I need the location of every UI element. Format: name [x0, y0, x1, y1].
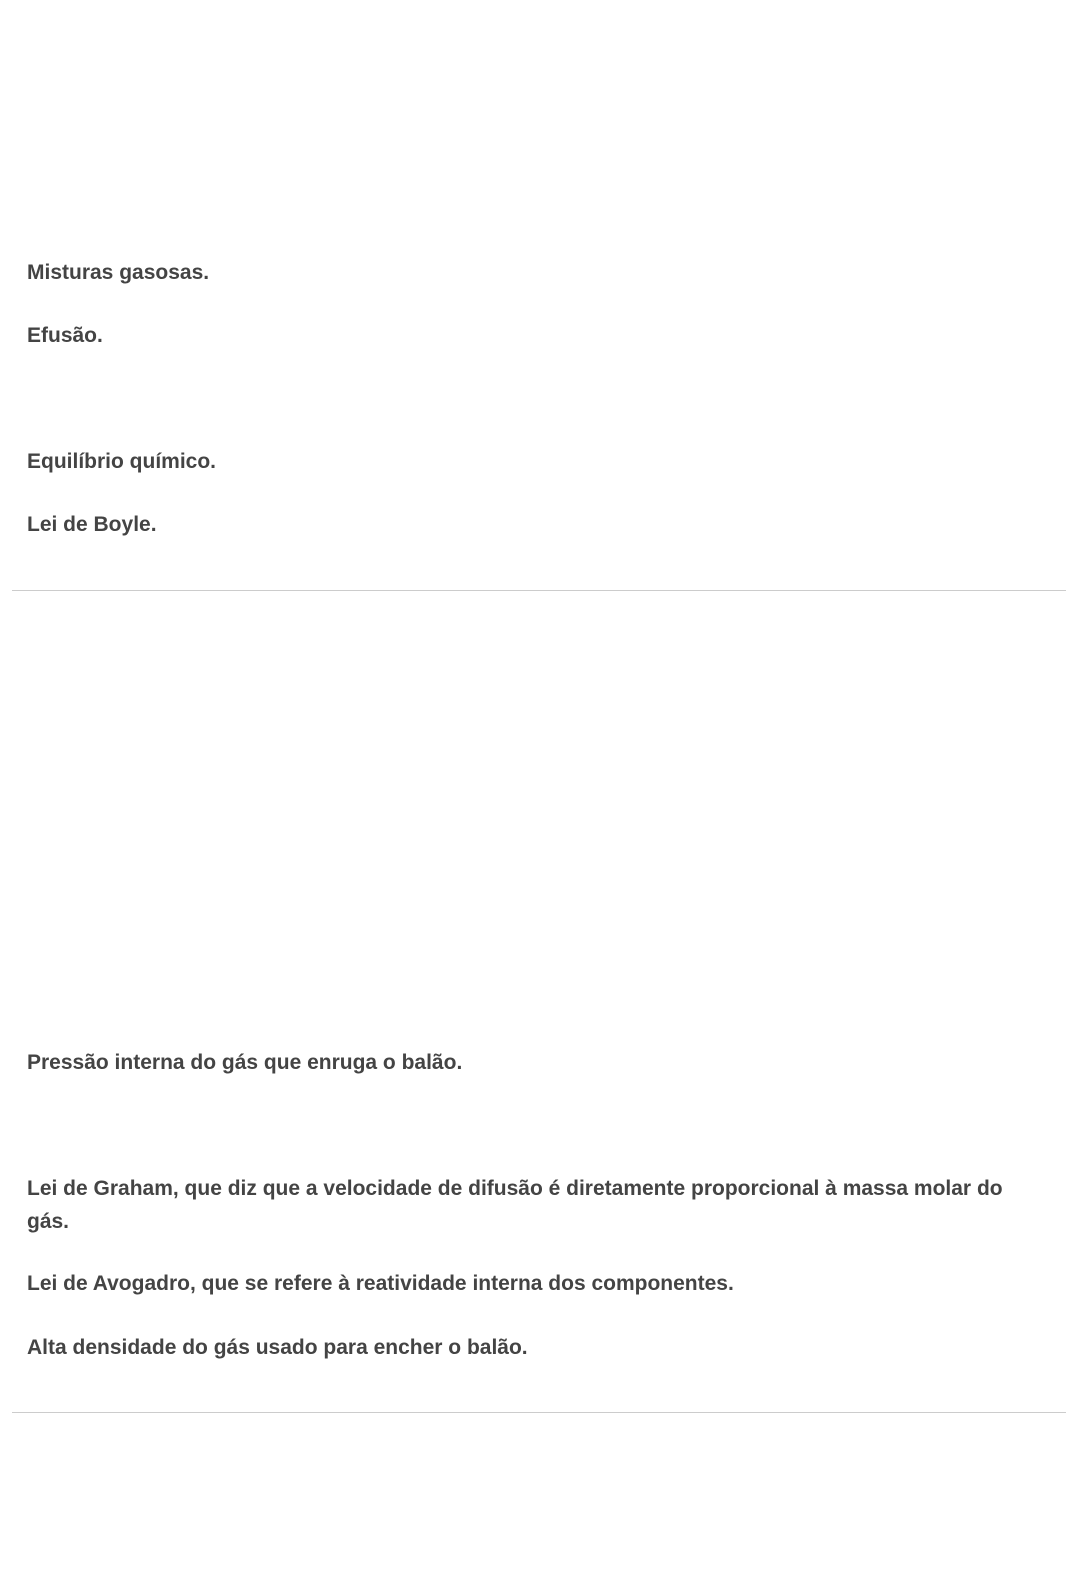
answer-option[interactable]: Lei de Graham, que diz que a velocidade de difusão é diretamente proporcional à massa molar do gás. [27, 1177, 1003, 1233]
answer-option[interactable]: Pressão interna do gás que enruga o balão. [27, 1051, 463, 1074]
answer-option[interactable]: Efusão. [27, 324, 103, 347]
answer-option[interactable]: Misturas gasosas. [27, 261, 210, 284]
answer-option[interactable]: Alta densidade do gás usado para encher o balão. [27, 1336, 528, 1359]
question-divider [12, 590, 1066, 591]
answer-option[interactable]: Lei de Avogadro, que se refere à reatividade interna dos componentes. [27, 1272, 734, 1295]
answer-option[interactable]: Lei de Boyle. [27, 513, 157, 536]
question-divider [12, 1412, 1066, 1413]
answer-option[interactable]: Equilíbrio químico. [27, 450, 216, 473]
